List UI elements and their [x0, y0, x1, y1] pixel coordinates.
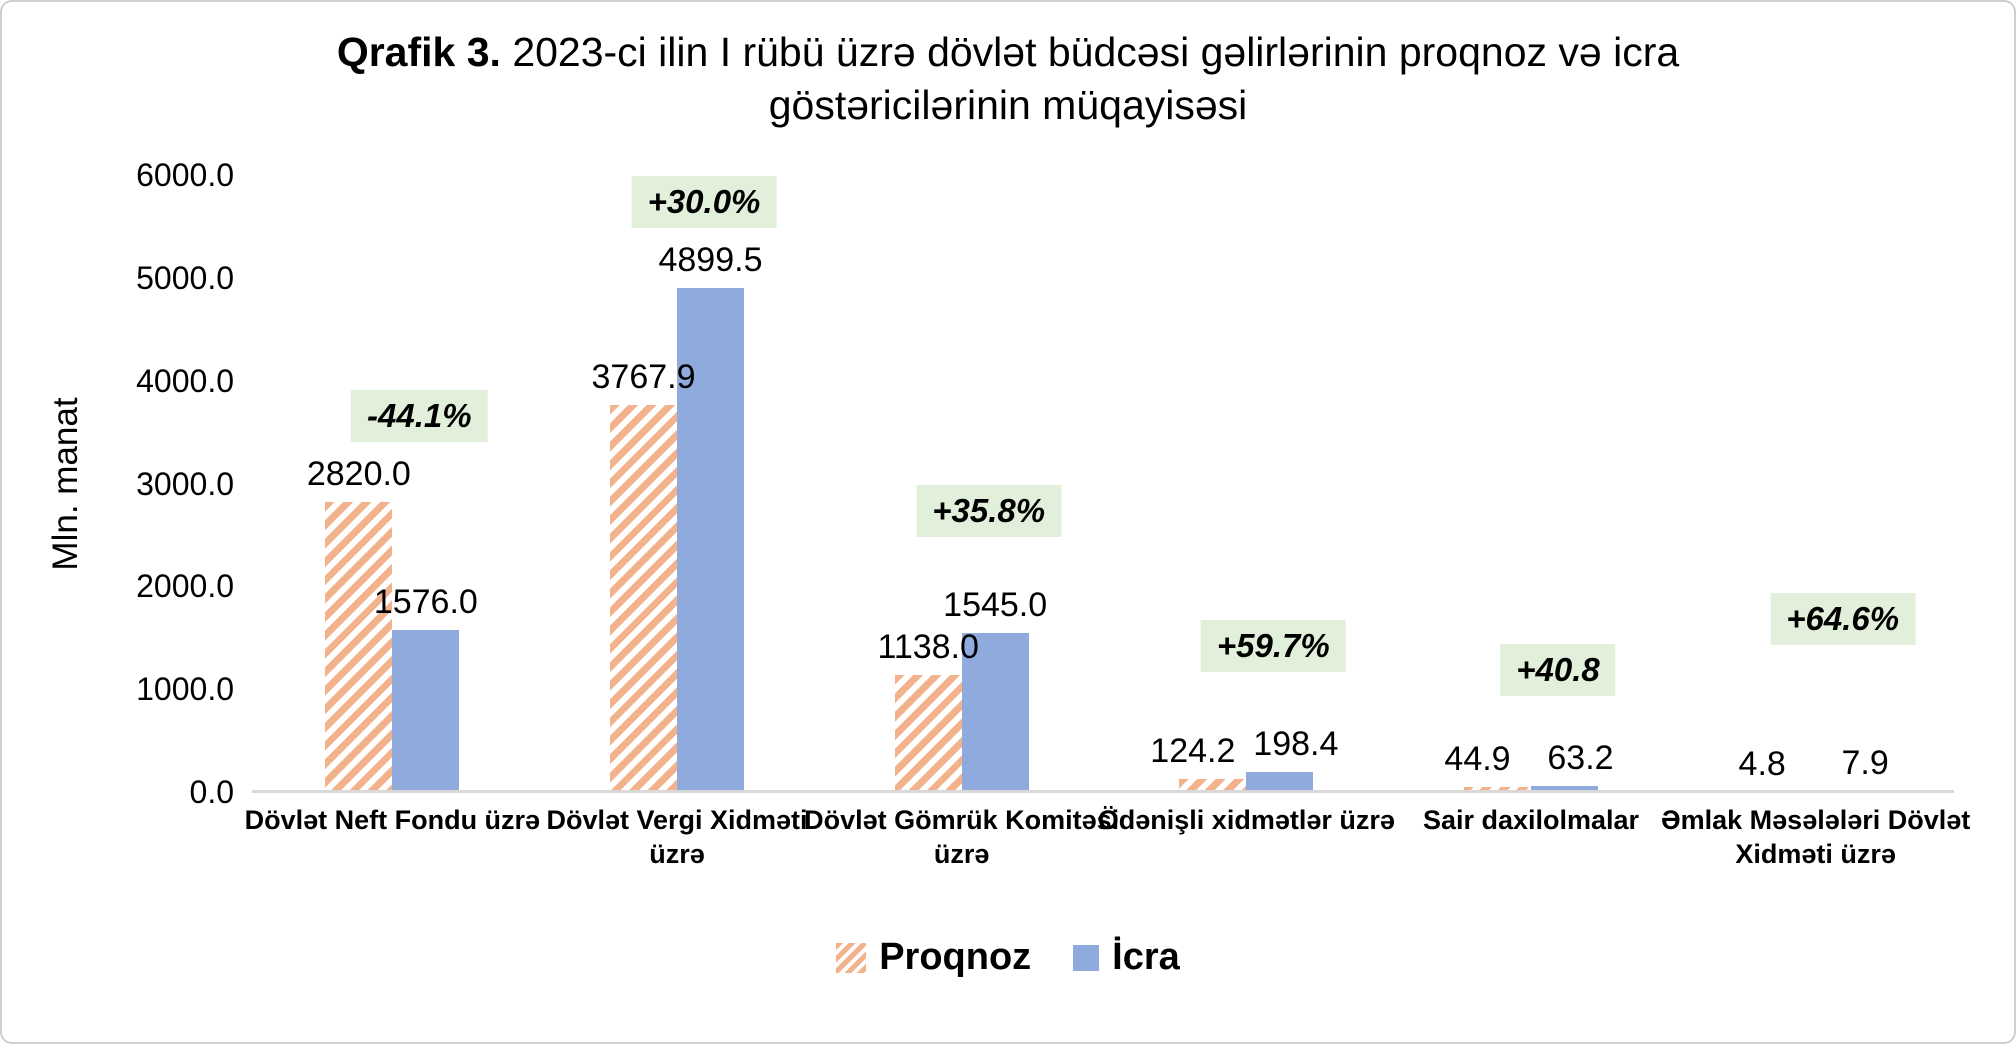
chart-title-text: 2023-ci ilin I rübü üzrə dövlət büdcəsi gəlirlərinin proqnoz və icra göstəricilərinin müqayisəsi — [500, 29, 1680, 129]
legend — [2, 936, 2014, 979]
value-label-proqnoz: 1138.0 — [877, 627, 979, 666]
value-label-icra: 1576.0 — [373, 582, 478, 621]
bar-proqnoz — [895, 675, 962, 792]
plot-area — [250, 175, 1958, 792]
category-label: Dövlət Vergi Xidməti üzrə — [546, 805, 808, 869]
legend-item-proqnoz — [836, 936, 1031, 979]
value-label-proqnoz: 124.2 — [1150, 732, 1236, 771]
y-tick-label: 4000.0 — [136, 362, 234, 399]
proqnoz-hatch-swatch-icon — [836, 943, 866, 973]
change-badge: -44.1% — [351, 390, 488, 442]
y-tick-label: 2000.0 — [136, 568, 234, 605]
chart-title-prefix: Qrafik 3. — [336, 29, 501, 75]
bar-proqnoz — [325, 502, 392, 792]
category-group — [1104, 175, 1389, 792]
value-label-icra: 4899.5 — [658, 241, 763, 280]
category-group — [250, 175, 535, 792]
category-group — [1673, 175, 1958, 792]
y-tick-label: 1000.0 — [136, 671, 234, 708]
value-label-icra: 1545.0 — [943, 586, 1048, 625]
icra-solid-swatch-icon — [1073, 945, 1099, 971]
category-group — [819, 175, 1104, 792]
value-label-proqnoz: 2820.0 — [306, 455, 411, 494]
category-label: Əmlak Məsələləri Dövlət Xidməti üzrə — [1661, 805, 1971, 869]
y-tick-label: 6000.0 — [136, 157, 234, 193]
value-label-proqnoz: 3767.9 — [591, 357, 696, 396]
legend-item-icra — [1073, 936, 1180, 979]
value-label-icra: 198.4 — [1253, 724, 1339, 763]
category-label: Sair daxilolmalar — [1422, 805, 1640, 835]
bar-icra — [1246, 772, 1313, 792]
legend-label-icra: İcra — [1112, 936, 1180, 978]
category-label: Dövlət Neft Fondu üzrə — [244, 805, 541, 835]
value-label-icra: 63.2 — [1547, 738, 1614, 777]
legend-label-proqnoz: Proqnoz — [879, 936, 1032, 978]
value-label-icra: 7.9 — [1841, 744, 1889, 783]
y-tick-label: 0.0 — [189, 774, 234, 810]
value-label-proqnoz: 44.9 — [1444, 740, 1511, 779]
change-badge: +59.7% — [1201, 620, 1346, 672]
change-badge: +40.8 — [1500, 644, 1616, 696]
x-axis-line — [252, 790, 1954, 793]
change-badge: +35.8% — [916, 485, 1061, 537]
y-axis-title: Mln. manat — [46, 397, 85, 571]
bar-icra — [392, 630, 459, 792]
chart-title — [273, 26, 1743, 133]
y-tick-label: 5000.0 — [136, 259, 234, 296]
y-tick-label: 3000.0 — [136, 465, 234, 502]
category-group — [535, 175, 820, 792]
category-label: Dövlət Gömrük Komitəsi üzrə — [804, 805, 1120, 869]
bar-proqnoz — [610, 405, 677, 792]
change-badge: +64.6% — [1770, 593, 1915, 645]
value-label-proqnoz: 4.8 — [1738, 744, 1786, 783]
category-label: Ödənişli xidmətlər üzrə — [1097, 805, 1395, 835]
change-badge: +30.0% — [632, 176, 777, 228]
category-group — [1389, 175, 1674, 792]
